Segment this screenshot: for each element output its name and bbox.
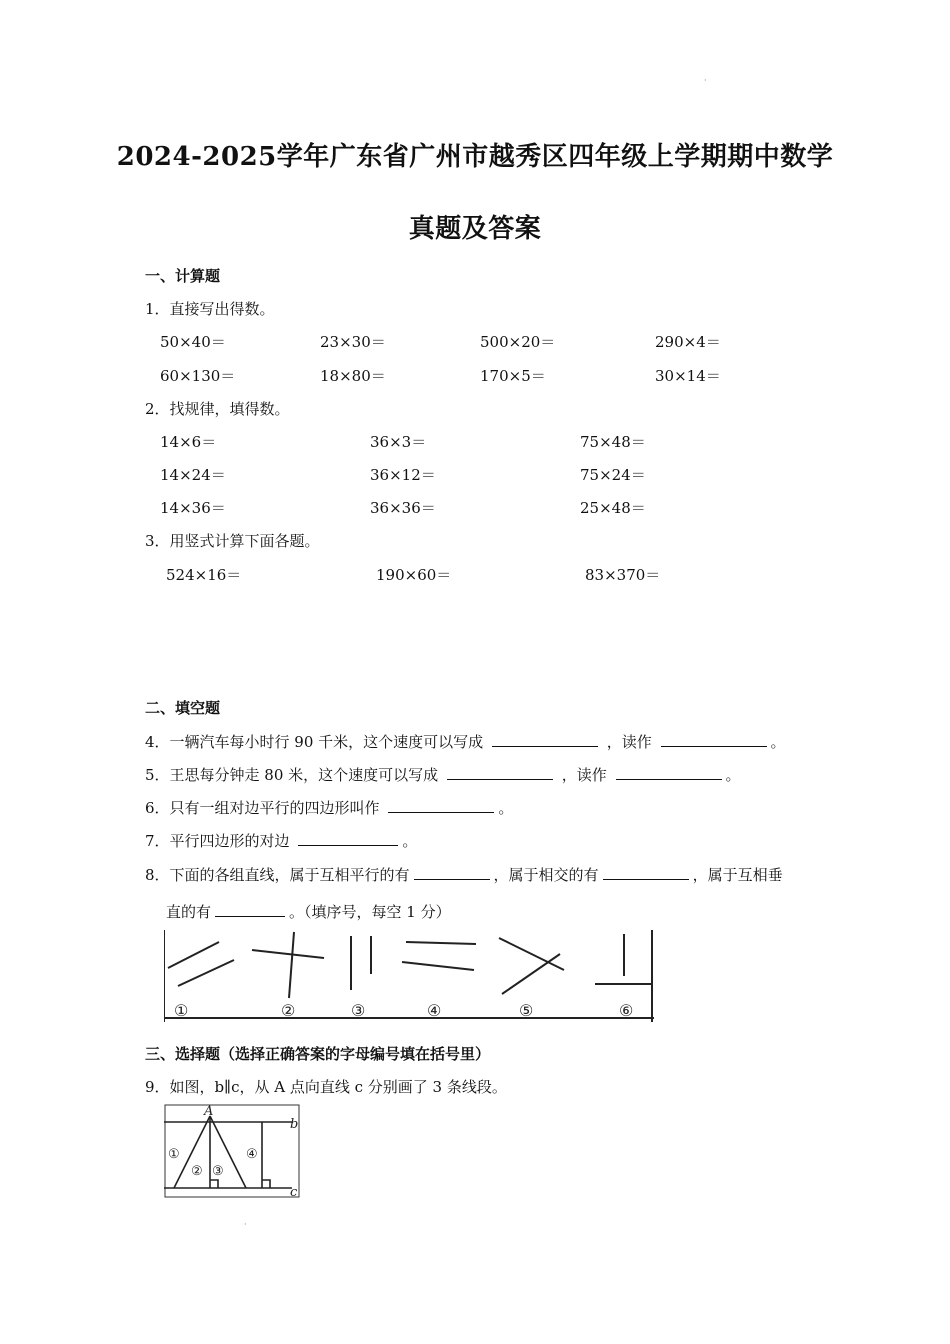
- figure-label: ①: [174, 1001, 189, 1020]
- line-pair-4: [406, 942, 476, 944]
- q5-blank-2[interactable]: [616, 765, 722, 780]
- figure-label: ④: [427, 1001, 442, 1020]
- line-b-label: b: [290, 1117, 299, 1132]
- line-pair-1: [168, 942, 219, 968]
- line-pair-1: [178, 960, 234, 986]
- q5-text: 5．王思每分钟走 80 米，这个速度可以写成: [145, 766, 439, 784]
- q6-text: 6．只有一组对边平行的四边形叫作: [145, 799, 380, 817]
- question-8-line1: [145, 864, 783, 885]
- question-8-line2: [166, 901, 451, 922]
- q2-item: 14×36＝: [160, 499, 226, 517]
- figure-border: [165, 1105, 299, 1197]
- figure-label: ⑥: [619, 1001, 634, 1020]
- question-1-stem: 1．直接写出得数。: [145, 300, 275, 318]
- q1-item: 170×5＝: [480, 367, 546, 385]
- q3-item: 524×16＝: [166, 566, 242, 584]
- q7-blank[interactable]: [298, 831, 398, 846]
- line-pair-2: [289, 932, 294, 998]
- right-angle-mark: [262, 1180, 270, 1188]
- q6-text: 。: [498, 799, 514, 817]
- line-pair-5: [502, 954, 560, 994]
- q1-item: 50×40＝: [160, 333, 226, 351]
- q8-blank-perpendicular[interactable]: [215, 902, 285, 917]
- right-angle-mark: [210, 1180, 218, 1188]
- q8-text: 8．下面的各组直线，属于互相平行的有: [145, 866, 410, 884]
- question-6: [145, 797, 513, 818]
- q9-figure: [164, 1104, 302, 1200]
- question-3-stem: 3．用竖式计算下面各题。: [145, 532, 320, 550]
- q1-item: 18×80＝: [320, 367, 386, 385]
- q7-text: 。: [402, 832, 418, 850]
- q2-item: 14×6＝: [160, 433, 217, 451]
- question-7: [145, 830, 417, 851]
- question-2-stem: 2．找规律，填得数。: [145, 400, 290, 418]
- q6-blank[interactable]: [388, 798, 494, 813]
- q4-blank-2[interactable]: [661, 732, 767, 747]
- q3-item: 190×60＝: [376, 566, 452, 584]
- q8-text: 。（填序号，每空 1 分）: [289, 903, 451, 921]
- figure-label: ②: [281, 1001, 296, 1020]
- question-5: [145, 764, 741, 785]
- q8-text: 直的有: [166, 903, 212, 921]
- segment-label: ①: [168, 1147, 180, 1162]
- segment-label: ④: [246, 1147, 258, 1162]
- q1-item: 290×4＝: [655, 333, 721, 351]
- q8-text: ，属于互相垂: [692, 866, 783, 884]
- q5-blank-1[interactable]: [447, 765, 553, 780]
- q8-blank-parallel[interactable]: [414, 865, 490, 880]
- q4-text: ，读作: [606, 733, 652, 751]
- q2-item: 25×48＝: [580, 499, 646, 517]
- q2-item: 36×12＝: [370, 466, 436, 484]
- section-1-heading: 一、计算题: [145, 267, 221, 285]
- page-title-line1: 2024-2025学年广东省广州市越秀区四年级上学期期中数学: [116, 142, 834, 172]
- page-mark-bottom: ·: [244, 1220, 247, 1229]
- q4-text: 4．一辆汽车每小时行 90 千米，这个速度可以写成: [145, 733, 484, 751]
- q3-item: 83×370＝: [585, 566, 661, 584]
- q4-text: 。: [770, 733, 786, 751]
- figure-label: ⑤: [519, 1001, 534, 1020]
- segment-label: ②: [191, 1164, 203, 1179]
- q2-item: 75×24＝: [580, 466, 646, 484]
- q8-lines-figure: [164, 930, 654, 1022]
- q4-blank-1[interactable]: [492, 732, 598, 747]
- q8-blank-intersect[interactable]: [603, 865, 689, 880]
- q2-item: 36×3＝: [370, 433, 427, 451]
- page-title-line2: 真题及答案: [408, 214, 542, 244]
- line-pair-5: [499, 938, 564, 970]
- q1-item: 500×20＝: [480, 333, 556, 351]
- question-4: [145, 731, 786, 752]
- line-pair-4: [402, 962, 474, 970]
- line-c-label: c: [290, 1185, 298, 1200]
- line-pair-2: [252, 950, 324, 958]
- question-9-stem: 9．如图，b∥c，从 A 点向直线 c 分别画了 3 条线段。: [145, 1078, 507, 1096]
- q2-item: 14×24＝: [160, 466, 226, 484]
- section-3-heading: 三、选择题（选择正确答案的字母编号填在括号里）: [145, 1045, 491, 1063]
- q5-text: 。: [725, 766, 741, 784]
- q7-text: 7．平行四边形的对边: [145, 832, 290, 850]
- q1-item: 60×130＝: [160, 367, 236, 385]
- q2-item: 75×48＝: [580, 433, 646, 451]
- section-2-heading: 二、填空题: [145, 699, 221, 717]
- figure-label: ③: [351, 1001, 366, 1020]
- point-a-label: A: [204, 1104, 214, 1119]
- q5-text: ，读作: [561, 766, 607, 784]
- q1-item: 23×30＝: [320, 333, 386, 351]
- segment-label: ③: [212, 1164, 224, 1179]
- page-mark-top: ·: [704, 76, 707, 85]
- q8-text: ，属于相交的有: [493, 866, 599, 884]
- q1-item: 30×14＝: [655, 367, 721, 385]
- q2-item: 36×36＝: [370, 499, 436, 517]
